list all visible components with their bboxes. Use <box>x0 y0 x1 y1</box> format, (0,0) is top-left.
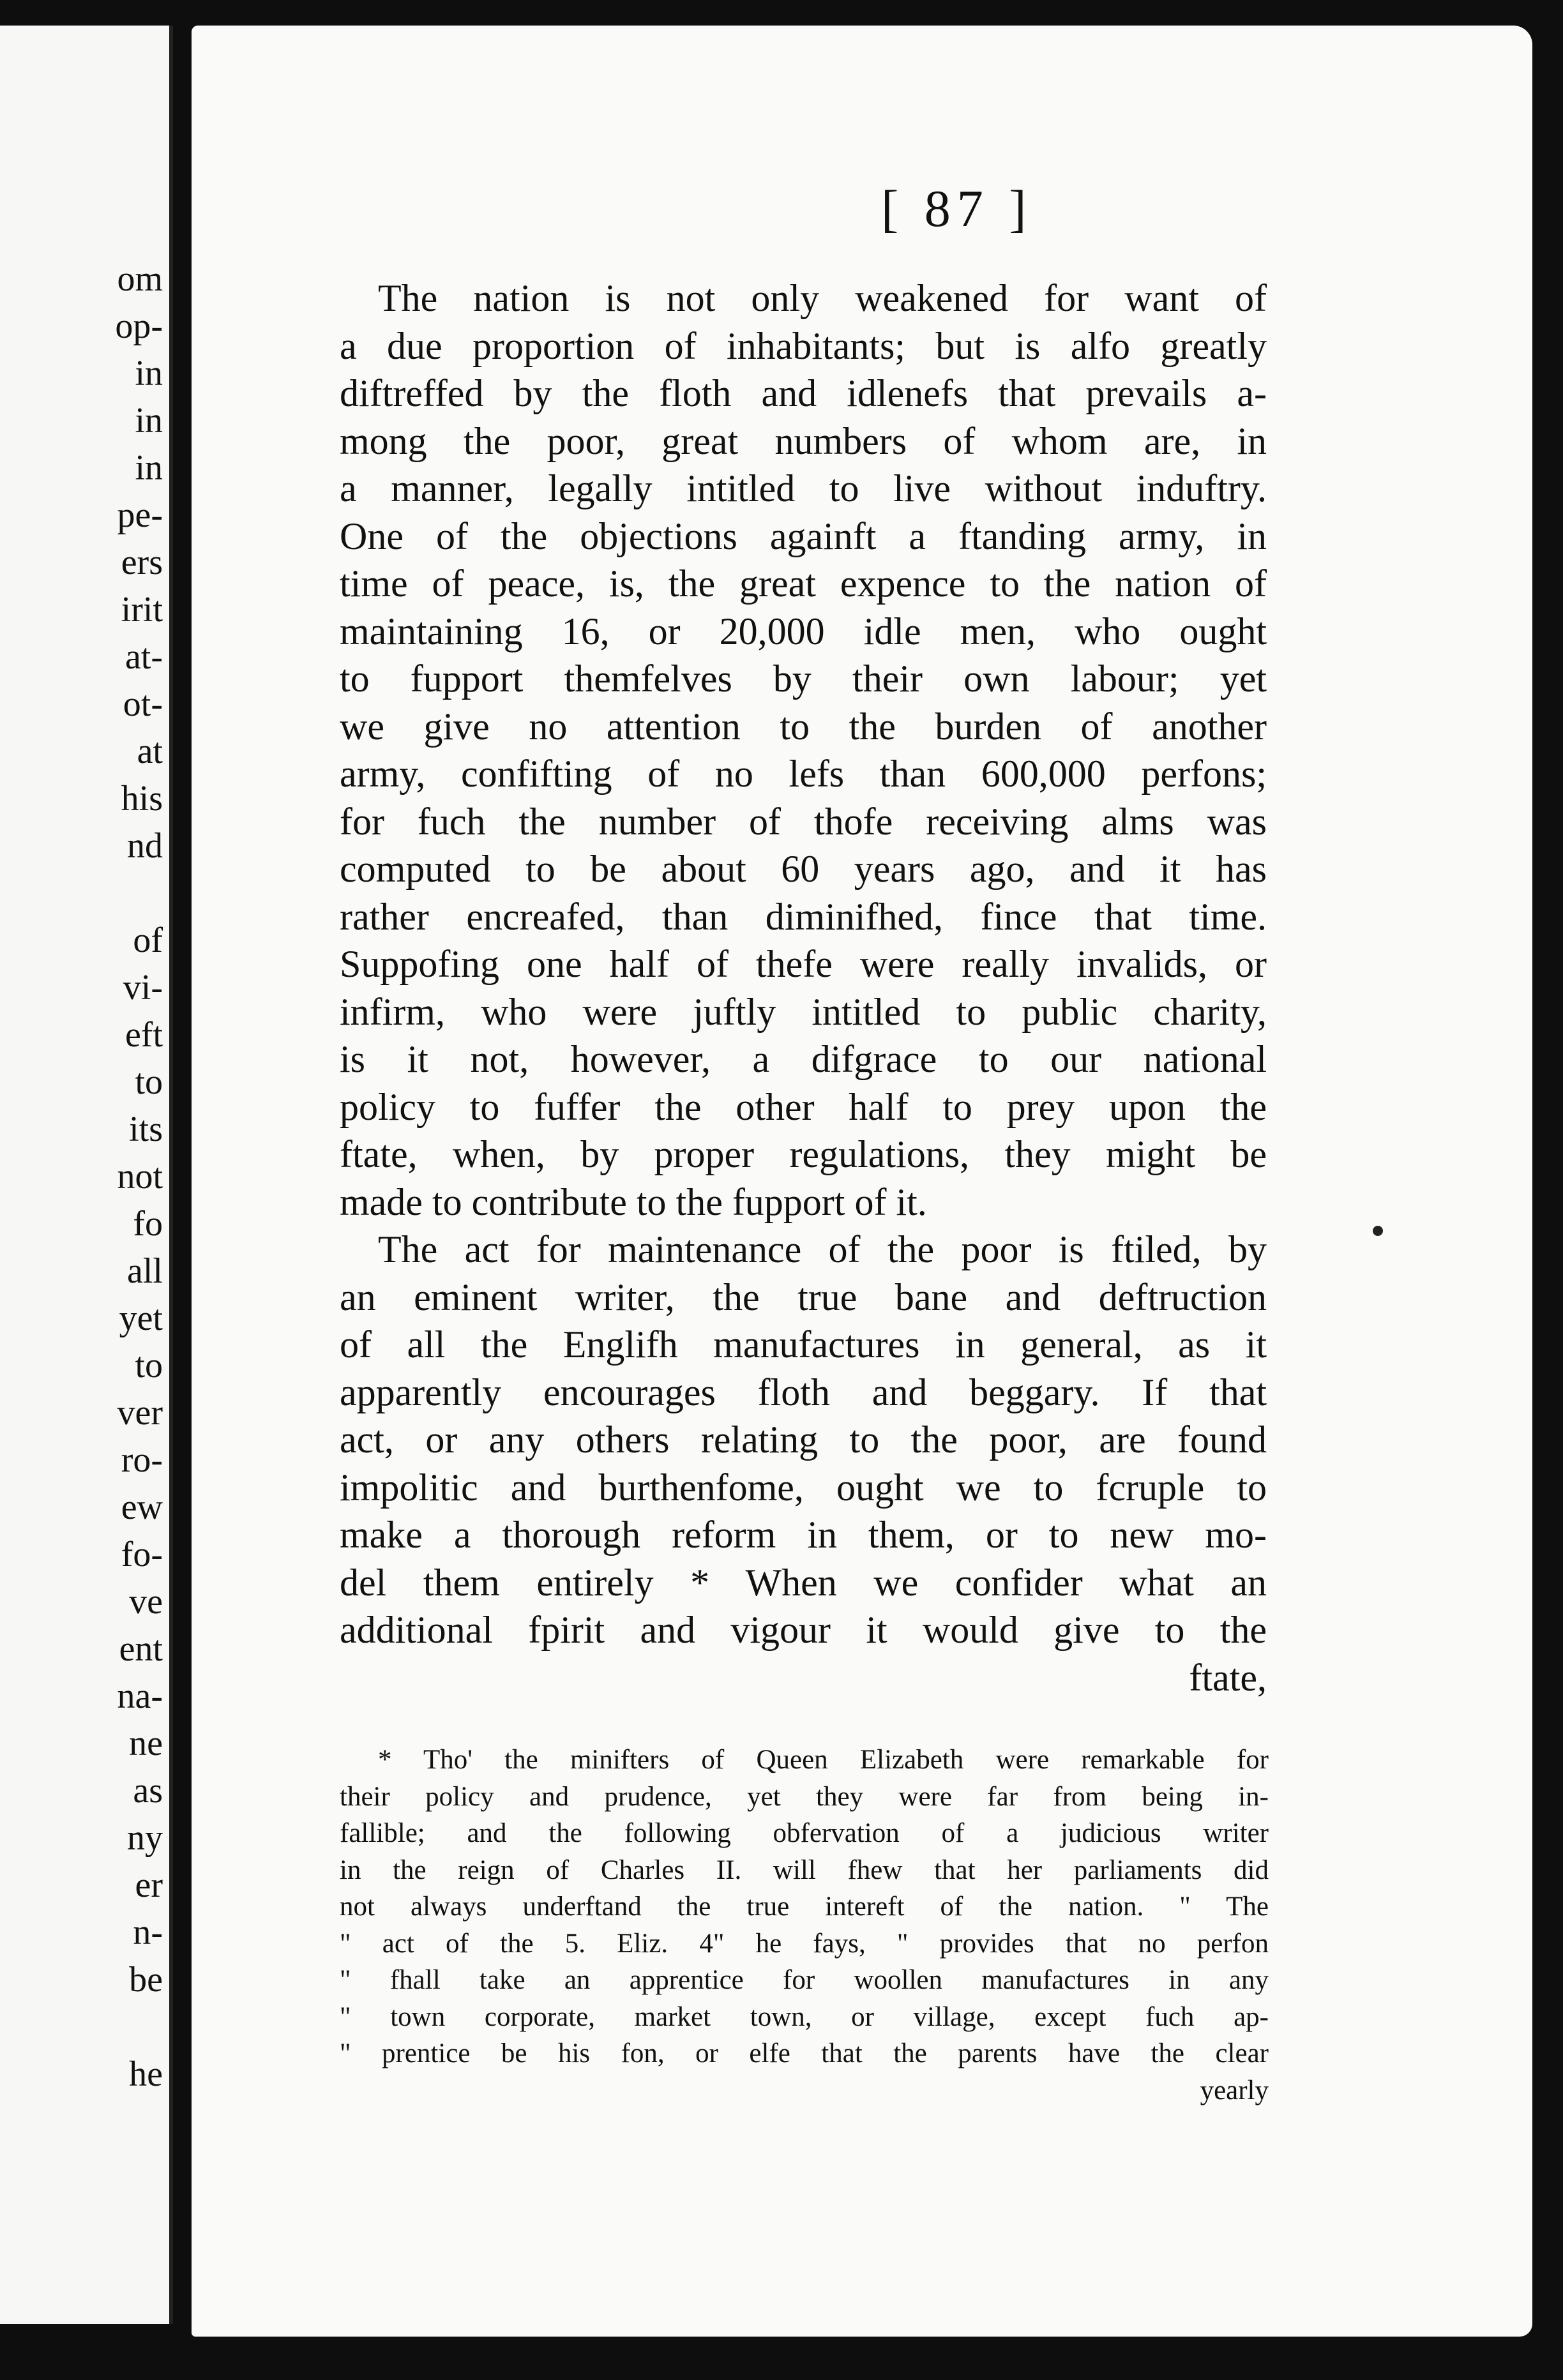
footnote-line: in the reign of Charles II. will fhew that her parliaments did <box>340 1855 1269 1885</box>
footnote-line: * Tho' the minifters of Queen Elizabeth were remarkable for <box>378 1745 1269 1775</box>
fragment: to <box>135 1346 163 1385</box>
fragment: pe- <box>117 495 163 535</box>
footnote-line: " act of the 5. Eliz. 4" he fays, " provides that no perfon <box>340 1928 1269 1959</box>
fragment: at- <box>125 637 163 677</box>
fragment: ers <box>121 543 163 582</box>
fragment: op- <box>115 306 163 346</box>
ink-speck <box>1373 1226 1383 1236</box>
fragment: ew <box>121 1488 163 1527</box>
fragment: fo <box>133 1204 163 1244</box>
fragment: na- <box>117 1676 163 1716</box>
text-line: a due proportion of inhabitants; but is alfo greatly <box>340 324 1267 367</box>
text-line: rather encreafed, than diminifhed, fince that time. <box>340 895 1267 938</box>
fragment: om <box>117 259 163 299</box>
book-page <box>192 26 1532 2337</box>
footnote-line: not always underftand the true intereft of the nation. " The <box>340 1892 1269 1922</box>
facing-page-text-fragments <box>86 255 163 2098</box>
catchword: ftate, <box>1189 1656 1267 1699</box>
fragment: his <box>121 779 163 818</box>
fragment: er <box>135 1865 163 1905</box>
text-line: del them entirely * When we confider what an <box>340 1561 1267 1604</box>
footnote-line: their policy and prudence, yet they were far from being in- <box>340 1781 1269 1812</box>
text-line: to fupport themfelves by their own labour; yet <box>340 658 1267 700</box>
fragment: be <box>129 1960 163 2000</box>
fragment: vi- <box>123 968 163 1007</box>
fragment: ny <box>127 1818 163 1858</box>
text-line: additional fpirit and vigour it would give to the <box>340 1609 1267 1651</box>
text-line: computed to be about 60 years ago, and it has <box>340 848 1267 890</box>
text-line: ftate, when, by proper regulations, they might be <box>340 1133 1267 1175</box>
fragment: at <box>137 732 163 771</box>
fragment: as <box>133 1771 163 1811</box>
fragment: eft <box>125 1015 163 1055</box>
fragment-gap <box>86 870 163 917</box>
fragment: ot- <box>123 684 163 724</box>
fragment: n- <box>133 1913 163 1952</box>
text-line: is it not, however, a difgrace to our national <box>340 1038 1267 1080</box>
text-line: we give no attention to the burden of another <box>340 705 1267 748</box>
fragment: in <box>135 401 163 441</box>
fragment: of <box>133 921 163 960</box>
body-text <box>340 275 1267 1701</box>
facing-page-left <box>0 26 173 2324</box>
footnote-line: " prentice be his fon, or elfe that the parents have the clear <box>340 2038 1269 2068</box>
text-line: act, or any others relating to the poor, are found <box>340 1419 1267 1461</box>
footnote-line: " town corporate, market town, or village, except fuch ap- <box>340 2001 1269 2032</box>
fragment: he <box>129 2054 163 2094</box>
text-line: an eminent writer, the true bane and deftruction <box>340 1276 1267 1318</box>
text-line: made to contribute to the fupport of it. <box>340 1180 927 1223</box>
text-line: make a thorough reform in them, or to new mo- <box>340 1514 1267 1556</box>
text-line: infirm, who were juftly intitled to public charity, <box>340 990 1267 1033</box>
fragment: irit <box>121 590 163 629</box>
fragment: all <box>127 1251 163 1291</box>
text-line: The nation is not only weakened for want of <box>378 277 1267 319</box>
text-line: Suppofing one half of thefe were really invalids, or <box>340 943 1267 985</box>
text-line: policy to fuffer the other half to prey upon the <box>340 1085 1267 1128</box>
text-line: One of the objections againft a ftanding army, in <box>340 515 1267 557</box>
fragment: not <box>117 1157 163 1196</box>
text-line: The act for maintenance of the poor is ftiled, by <box>378 1228 1267 1270</box>
footnote-line: " fhall take an apprentice for woollen manufactures in any <box>340 1965 1269 1995</box>
text-line: impolitic and burthenfome, ought we to fcruple to <box>340 1466 1267 1509</box>
fragment: yet <box>119 1299 163 1338</box>
text-line: diftreffed by the floth and idlenefs that prevails a- <box>340 372 1267 414</box>
text-line: apparently encourages floth and beggary. If that <box>340 1371 1267 1413</box>
text-line: of all the Englifh manufactures in general, as it <box>340 1323 1267 1366</box>
fragment: in <box>135 448 163 488</box>
fragment: its <box>129 1110 163 1149</box>
fragment-gap <box>86 2003 163 2051</box>
text-line: maintaining 16, or 20,000 idle men, who ought <box>340 610 1267 652</box>
fragment: in <box>135 354 163 393</box>
page-number: [ 87 ] <box>881 179 1033 237</box>
fragment: ne <box>129 1724 163 1763</box>
footnote-catchword: yearly <box>1200 2075 1269 2105</box>
text-line: mong the poor, great numbers of whom are, in <box>340 419 1267 462</box>
fragment: fo- <box>121 1535 163 1574</box>
text-line: time of peace, is, the great expence to the nation of <box>340 562 1267 605</box>
fragment: ve <box>129 1582 163 1622</box>
fragment: ent <box>119 1629 163 1669</box>
fragment: to <box>135 1062 163 1102</box>
fragment: ro- <box>121 1440 163 1480</box>
fragment: nd <box>127 826 163 866</box>
text-line: army, confifting of no lefs than 600,000 perfons; <box>340 753 1267 795</box>
fragment: ver <box>117 1393 163 1433</box>
footnote <box>340 1742 1269 2109</box>
text-line: a manner, legally intitled to live without induftry. <box>340 467 1267 509</box>
text-line: for fuch the number of thofe receiving alms was <box>340 800 1267 843</box>
footnote-line: fallible; and the following obfervation of a judicious writer <box>340 1818 1269 1848</box>
